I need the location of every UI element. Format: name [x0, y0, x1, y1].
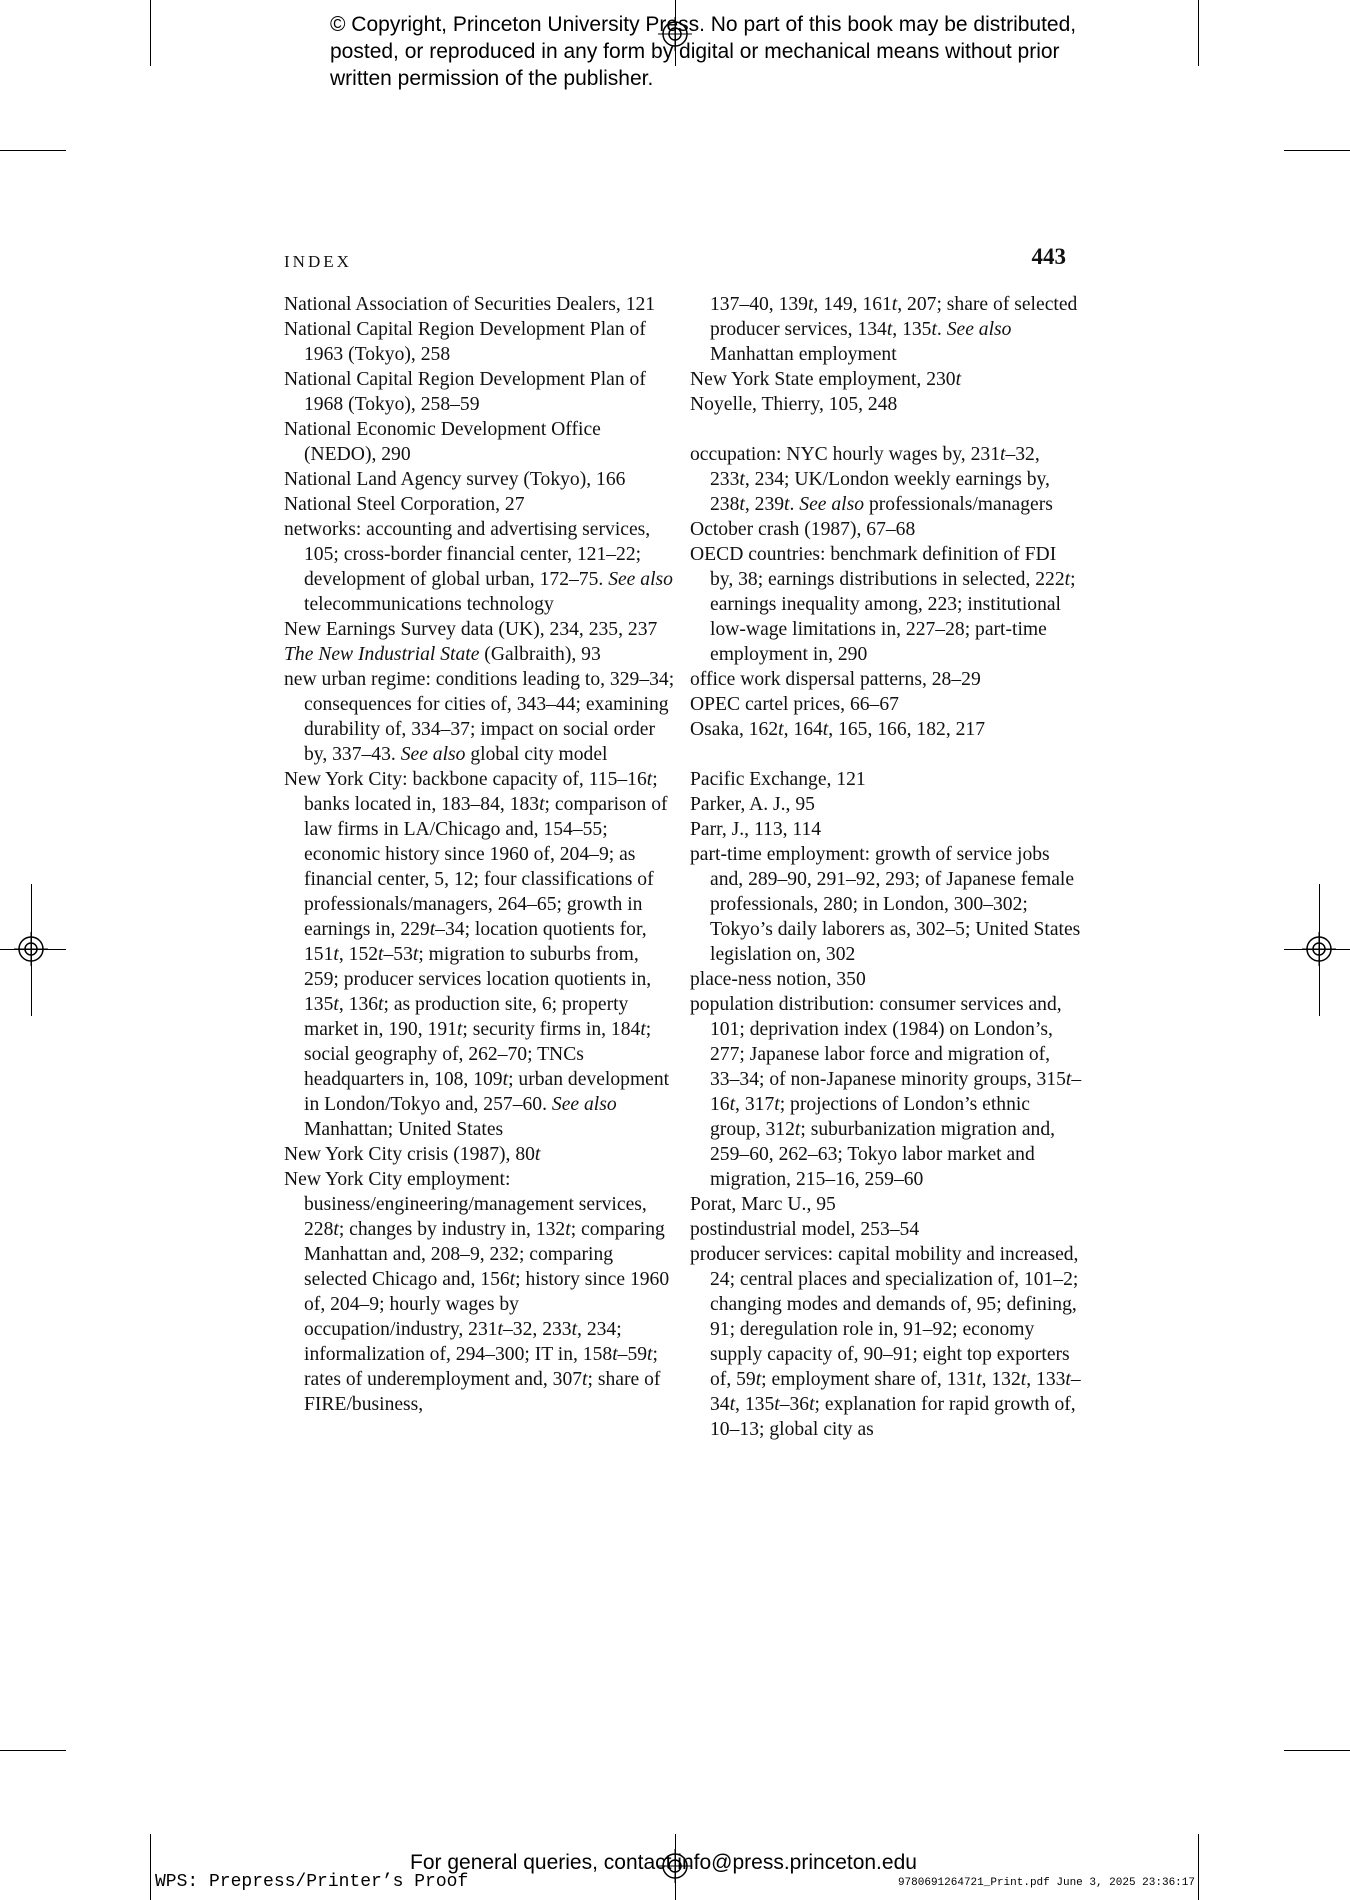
index-entry: New York State employment, 230t — [690, 369, 962, 390]
crop-mark — [150, 1834, 151, 1900]
file-stamp: 9780691264721_Print.pdf June 3, 2025 23:36:17 — [897, 1877, 1195, 1889]
crop-mark — [0, 1750, 66, 1751]
index-entry: October crash (1987), 67–68 — [690, 519, 916, 540]
crop-mark — [1284, 150, 1350, 151]
index-column-left — [284, 292, 676, 1417]
proof-label: WPS: Prepress/Printer’s Proof — [155, 1872, 469, 1892]
index-entry: Porat, Marc U., 95 — [690, 1194, 836, 1215]
index-entry: Pacific Exchange, 121 — [690, 769, 866, 790]
index-entry: Osaka, 162t, 164t, 165, 166, 182, 217 — [690, 719, 985, 740]
index-entry: 137–40, 139t, 149, 161t, 207; share of selected producer services, 134t, 135t. See also Manhattan employment — [710, 294, 1078, 365]
index-entry: OPEC cartel prices, 66–67 — [690, 694, 899, 715]
index-entry: networks: accounting and advertising services, 105; cross-border financial center, 121–22; development of global urban, 172–75. See also telecommunications technology — [284, 519, 673, 615]
index-entry: Noyelle, Thierry, 105, 248 — [690, 394, 898, 415]
page-number: 443 — [1031, 244, 1066, 269]
index-entry: New Earnings Survey data (UK), 234, 235, 237 — [284, 619, 658, 640]
center-mark — [0, 949, 66, 950]
index-entry: National Economic Development Office (NEDO), 290 — [284, 419, 601, 465]
index-entry: New York City employment: business/engineering/management services, 228t; changes by industry in, 132t; comparing Manhattan and, 208–9, 232; comparing selected Chicago and, 156t; history since 1960 of, 204–9; hourly wages by occupation/industry, 231t–32, 233t, 234; informalization of, 294–300; IT in, 158t–59t; rates of underemployment and, 307t; share of FIRE/business, — [284, 1169, 670, 1415]
index-entry: New York City: backbone capacity of, 115–16t; banks located in, 183–84, 183t; comparison of law firms in LA/Chicago and, 154–55; economic history since 1960 of, 204–9; as financial center, 5, 12; four classifications of professionals/managers, 264–65; growth in earnings in, 229t–34; location quotients for, 151t, 152t–53t; migration to suburbs from, 259; producer services location quotients in, 135t, 136t; as production site, 6; property market in, 190, 191t; security firms in, 184t; social geography of, 262–70; TNCs headquarters in, 108, 109t; urban development in London/Tokyo and, 257–60. See also Manhattan; United States — [284, 769, 670, 1140]
copyright-notice: © Copyright, Princeton University Press. No part of this book may be distributed, posted, or reproduced in any form by digital or mechanical means without prior written permission of the publisher. — [330, 13, 1077, 90]
crop-mark — [1198, 1834, 1199, 1900]
index-entry: postindustrial model, 253–54 — [690, 1219, 920, 1240]
center-mark — [1284, 949, 1350, 950]
crop-mark — [150, 0, 151, 66]
center-mark — [31, 884, 32, 1016]
index-entry: New York City crisis (1987), 80t — [284, 1144, 541, 1165]
crop-mark — [1198, 0, 1199, 66]
index-entry: National Steel Corporation, 27 — [284, 494, 525, 515]
index-column-right — [690, 292, 1082, 1442]
index-entry: OECD countries: benchmark definition of FDI by, 38; earnings distributions in selected, 222t; earnings inequality among, 223; institutional low-wage limitations in, 227–28; part-time employment in, 290 — [690, 544, 1076, 665]
index-entry: National Land Agency survey (Tokyo), 166 — [284, 469, 626, 490]
index-entry: population distribution: consumer services and, 101; deprivation index (1984) on London’s, 277; Japanese labor force and migration of, 33–34; of non-Japanese minority groups, 315t–16t, 317t; projections of London’s ethnic group, 312t; suburbanization migration and, 259–60, 262–63; Tokyo labor market and migration, 215–16, 259–60 — [690, 994, 1082, 1190]
index-entry: National Capital Region Development Plan of 1968 (Tokyo), 258–59 — [284, 369, 646, 415]
general-queries-line: For general queries, contact info@press.princeton.edu — [410, 1851, 917, 1874]
index-entry: National Capital Region Development Plan of 1963 (Tokyo), 258 — [284, 319, 646, 365]
index-entry: new urban regime: conditions leading to, 329–34; consequences for cities of, 343–44; examining durability of, 334–37; impact on social order by, 337–43. See also global city model — [284, 669, 675, 765]
index-entry: place-ness notion, 350 — [690, 969, 866, 990]
index-entry: Parker, A. J., 95 — [690, 794, 815, 815]
center-mark — [1319, 884, 1320, 1016]
crop-mark — [1284, 1750, 1350, 1751]
index-entry: producer services: capital mobility and increased, 24; central places and specialization of, 101–2; changing modes and demands of, 95; defining, 91; deregulation role in, 91–92; economy supply capacity of, 90–91; eight top exporters of, 59t; employment share of, 131t, 132t, 133t–34t, 135t–36t; explanation for rapid growth of, 10–13; global city as — [690, 1244, 1081, 1440]
index-entry: part-time employment: growth of service jobs and, 289–90, 291–92, 293; of Japanese female professionals, 280; in London, 300–302; Tokyo’s daily laborers as, 302–5; United States legislation on, 302 — [690, 844, 1081, 965]
crop-mark — [0, 150, 66, 151]
index-entry: office work dispersal patterns, 28–29 — [690, 669, 981, 690]
index-entry: National Association of Securities Dealers, 121 — [284, 294, 656, 315]
running-head: INDEX — [284, 252, 352, 271]
index-entry: occupation: NYC hourly wages by, 231t–32, 233t, 234; UK/London weekly earnings by, 238t, 239t. See also professionals/managers — [690, 444, 1053, 515]
index-entry: Parr, J., 113, 114 — [690, 819, 822, 840]
index-entry: The New Industrial State (Galbraith), 93 — [284, 644, 601, 665]
